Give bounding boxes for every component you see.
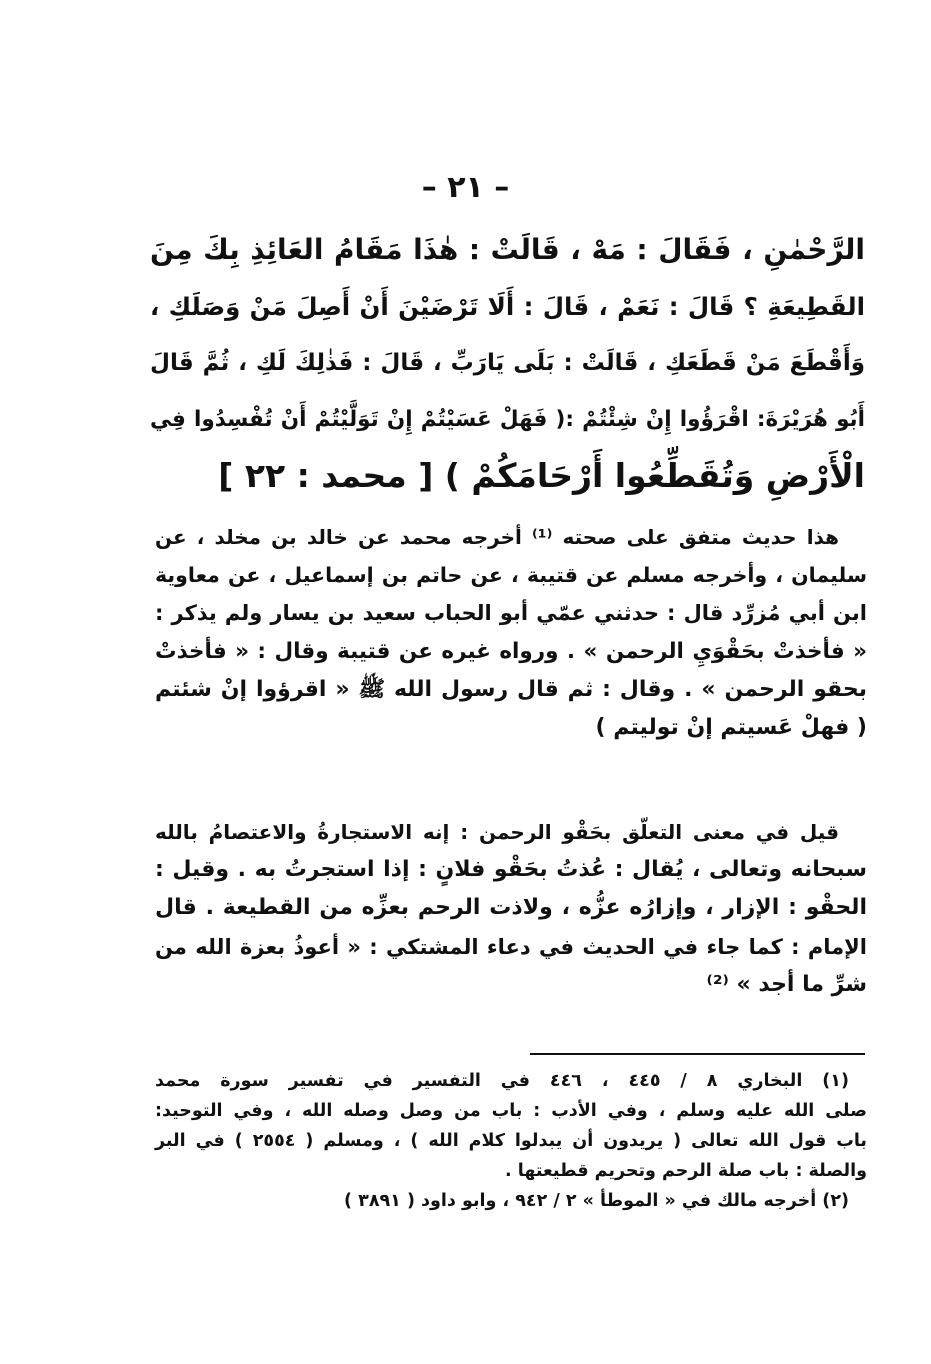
footnote-line: صلى الله عليه وسلم ، وفي الأدب : باب من وصل وصله الله ، وفي التوحيد: [155,1101,867,1121]
hadith-line: أَبُو هُرَيْرَةَ: اقْرَؤُوا إِنْ شِئْتُمْ :( فَهَلْ عَسَيْتُمْ إِنْ تَوَلَّيْتُمْ أَنْ تُفْسِدُوا فِي [150,406,865,432]
footnote-line: باب قول الله تعالى ( يريدون أن يبدلوا كلام الله ) ، ومسلم ( ٢٥٥٤ ) في البر [155,1131,867,1151]
commentary-paragraph-1 [155,518,867,747]
footnote-divider [530,1053,865,1055]
hadith-line: القَطِيعَةِ ؟ قَالَ : نَعَمْ ، قَالَ : أَلَا تَرْضَيْنَ أَنْ أَصِلَ مَنْ وَصَلَكِ ، [150,291,865,321]
commentary-line: الحقْو : الإزار ، وإزارُه عزُّه ، ولاذت الرحم بعزِّه من القطيعة . قال [155,895,867,921]
hadith-line-quran-citation: الْأَرْضِ وَتُقَطِّعُوا أَرْحَامَكُمْ ) [ محمد : ٢٢ ] [218,456,865,495]
footnote-line: (٢) أخرجه مالك في « الموطأ » ٢ / ٩٤٢ ، وابو داود ( ٣٨٩١ ) [344,1191,849,1211]
hadith-line: وَأَقْطَعَ مَنْ قَطَعَكِ ، قَالَتْ : بَلَى يَارَبِّ ، قَالَ : فَذٰلِكَ لَكِ ، ثُمَّ قَالَ [150,350,865,376]
commentary-line: الإمام : كما جاء في الحديث في دعاء المشتكي : « أعوذُ بعزة الله من [155,934,867,959]
page-number: – ٢١ – [421,170,510,205]
footnotes-block [155,1066,867,1216]
commentary-paragraph-2 [155,813,867,1004]
commentary-line: ( فهلْ عَسيتم إنْ توليتم ) [595,715,867,741]
footnote-line: (١) البخاري ٨ / ٤٤٥ ، ٤٤٦ في التفسير في تفسير سورة محمد [155,1071,849,1091]
commentary-line: ابن أبي مُزرِّد قال : حدثني عمّي أبو الحباب سعيد بن يسار ولم يذكر : [155,601,867,626]
commentary-line: سليمان ، وأخرجه مسلم عن قتيبة ، عن حاتم بن إسماعيل ، عن معاوية [155,563,867,588]
commentary-line: سبحانه وتعالى ، يُقال : عُذتُ بحَقْو فلانٍ : إذا استجرتُ به . وقيل : [155,857,867,883]
commentary-line: قيل في معنى التعلّق بحَقْو الرحمن : إنه الاستجارةُ والاعتصامُ بالله [155,820,839,844]
commentary-line: بحقو الرحمن » . وقال : ثم قال رسول الله ﷺ « اقرؤوا إنْ شئتم [155,676,867,702]
commentary-line: « فأخذتْ بحَقْوَيِ الرحمن » . ورواه غيره عن قتيبة وقال : « فأخذتْ [155,638,867,664]
footnote-line: والصلة : باب صلة الرحم وتحريم قطيعتها . [505,1161,867,1181]
hadith-text-block [150,222,865,505]
commentary-line: شرِّ ما أجد » ⁽²⁾ [706,971,867,997]
hadith-line: الرَّحْمٰنِ ، فَقَالَ : مَهْ ، قَالَتْ : هٰذَا مَقَامُ العَائِذِ بِكَ مِنَ [150,233,865,266]
commentary-line: هذا حديث متفق على صحته ⁽¹⁾ أخرجه محمد عن خالد بن مخلد ، عن [155,525,839,549]
